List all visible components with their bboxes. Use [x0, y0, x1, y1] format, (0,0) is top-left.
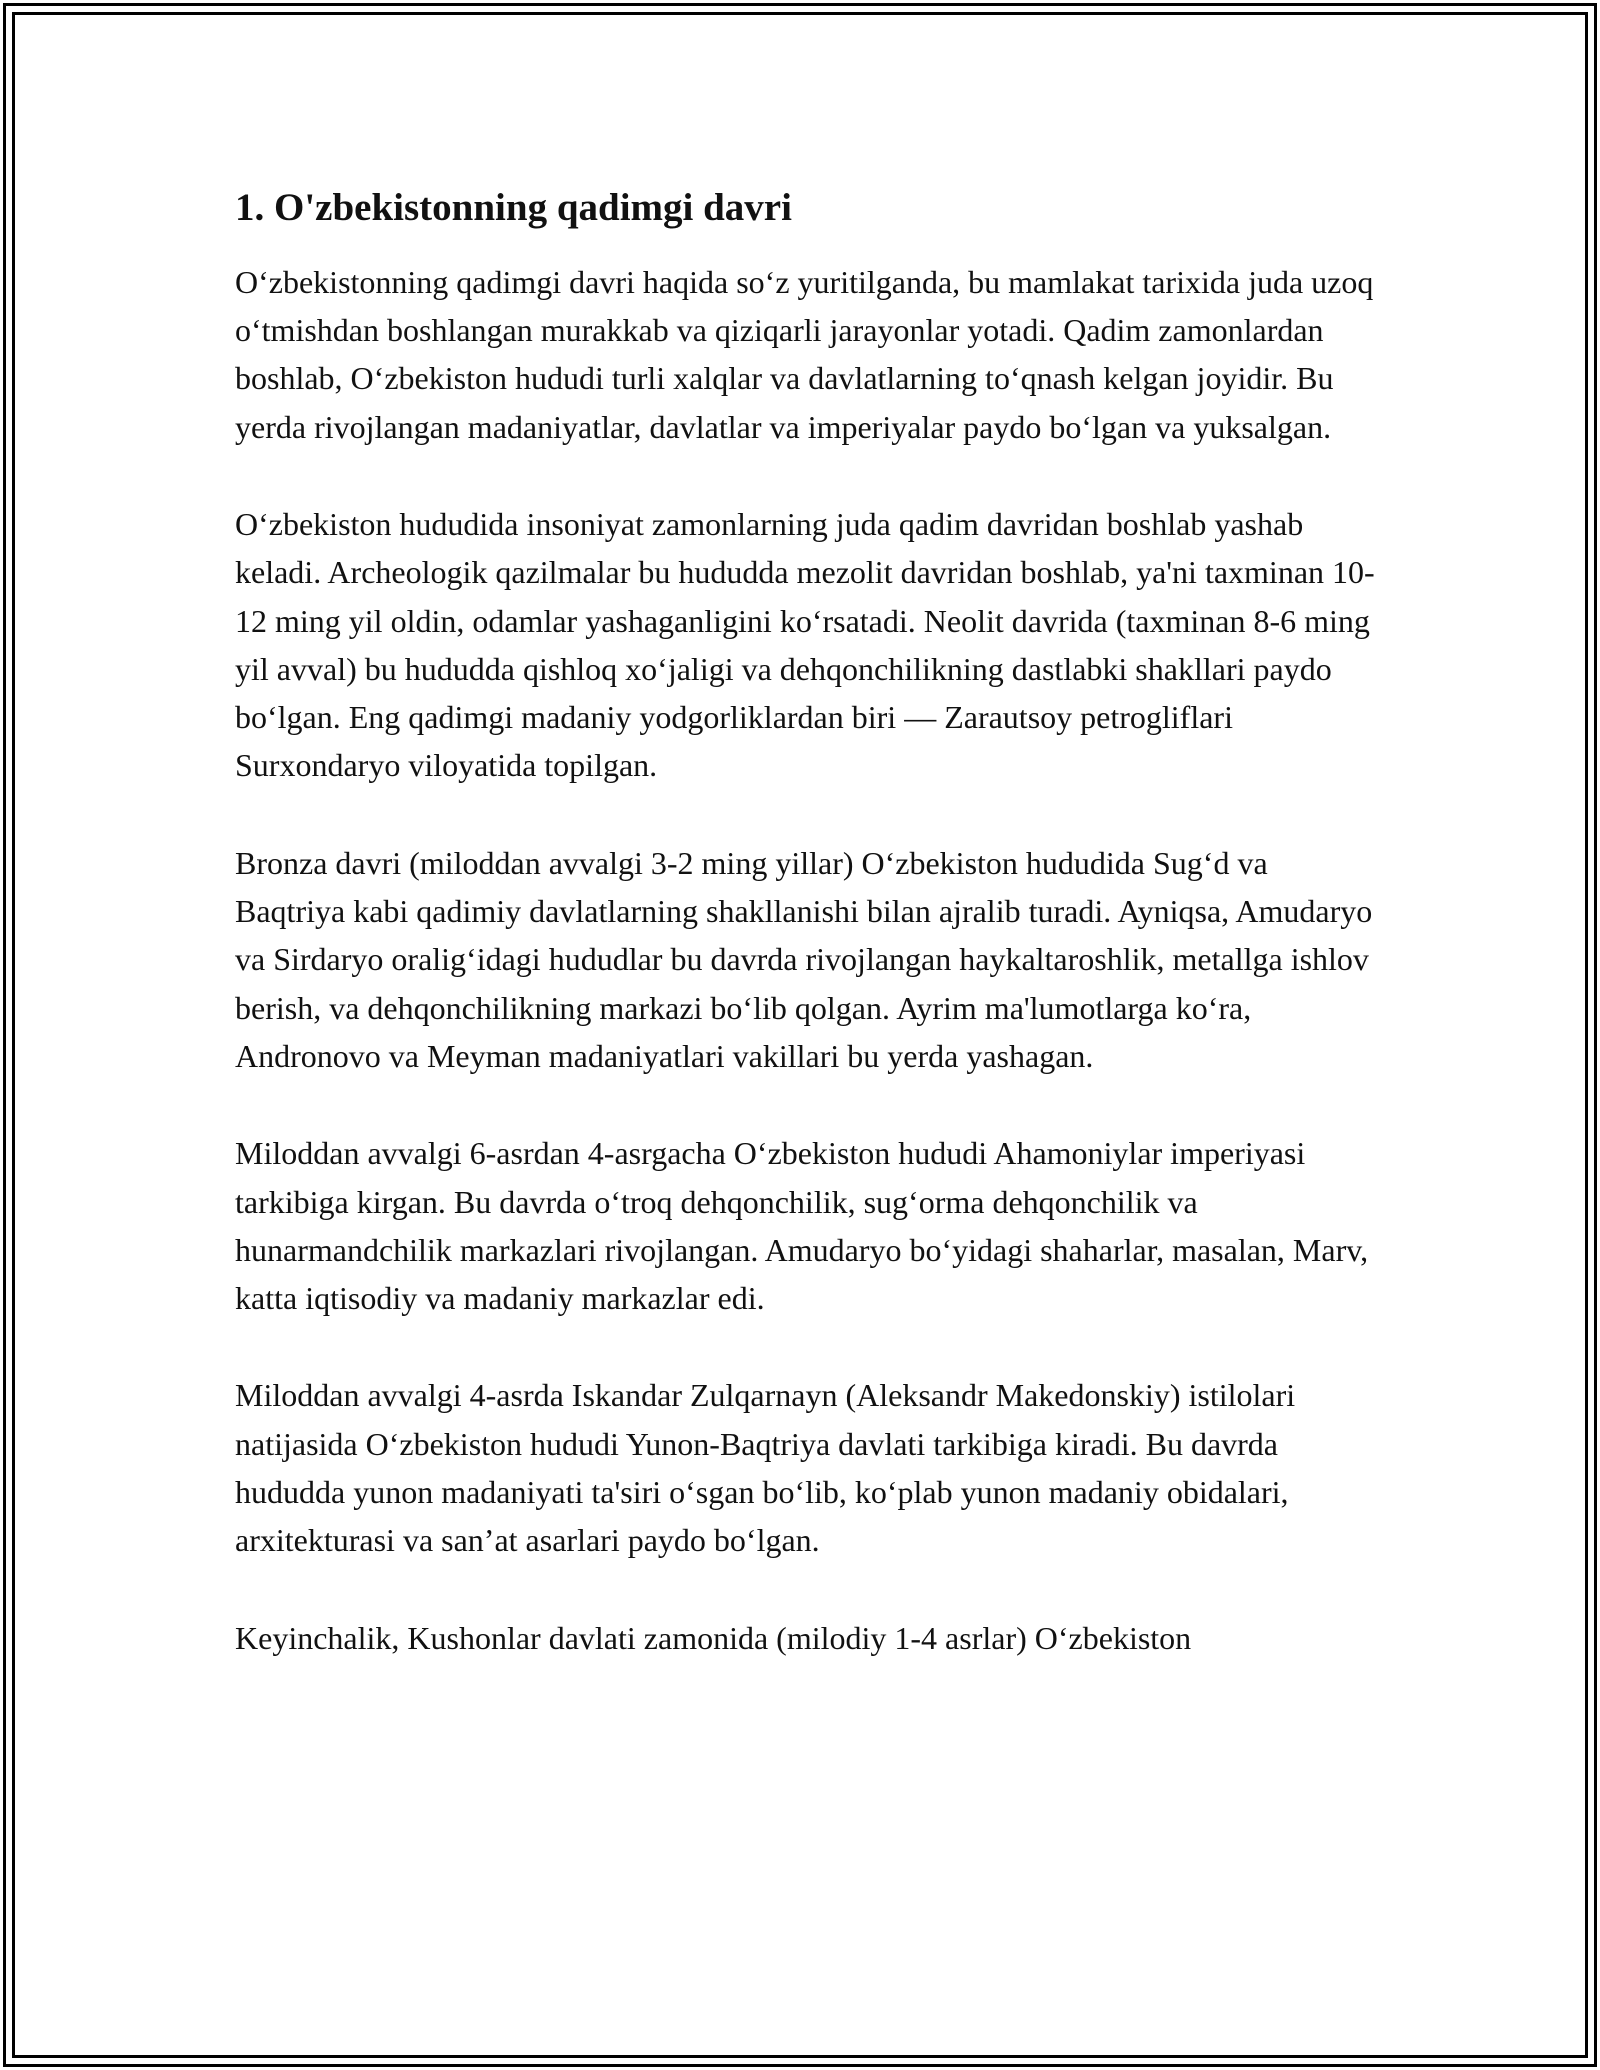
paragraph-ancient-overview: O‘zbekistonning qadimgi davri haqida so‘z yuritilganda, bu mamlakat tarixida juda uzoq o‘tmishdan boshlangan murakkab va qiziqarli jarayonlar yotadi. Qadim zamonlardan boshlab, O‘zbekiston hududi turli xalqlar va davlatlarning to‘qnash kelgan joyidir. Bu yerda rivojlangan madaniyatlar, davlatlar va imperiyalar paydo bo‘lgan va yuksalgan.	[235, 263, 1374, 445]
section-heading: 1. O'zbekistonning qadimgi davri	[235, 186, 792, 229]
paragraph-kushan-period: Keyinchalik, Kushonlar davlati zamonida (milodiy 1-4 asrlar) O‘zbekiston	[235, 1619, 1192, 1656]
paragraph-achaemenid-period: Miloddan avvalgi 6-asrdan 4-asrgacha O‘zbekiston hududi Ahamoniylar imperiyasi tarkibiga kirgan. Bu davrda o‘troq dehqonchilik, sug‘orma dehqonchilik va hunarmandchilik markazlari rivojlangan. Amudaryo bo‘yidagi shaharlar, masalan, Marv, katta iqtisodiy va madaniy markazlar edi.	[235, 1135, 1369, 1317]
paragraph-greco-bactrian-period: Miloddan avvalgi 4-asrda Iskandar Zulqarnayn (Aleksandr Makedonskiy) istilolari natijasida O‘zbekiston hududi Yunon-Baqtriya davlati tarkibiga kiradi. Bu davrda hududda yunon madaniyati ta'siri o‘sgan bo‘lib, ko‘plab yunon madaniy obidalari, arxitekturasi va san’at asarlari paydo bo‘lgan.	[235, 1377, 1296, 1559]
paragraph-prehistory: O‘zbekiston hududida insoniyat zamonlarning juda qadim davridan boshlab yashab keladi. Archeologik qazilmalar bu hududda mezolit davridan boshlab, ya'ni taxminan 10-12 ming yil oldin, odamlar yashaganligini ko‘rsatadi. Neolit davrida (taxminan 8-6 ming yil avval) bu hududda qishloq xo‘jaligi va dehqonchilikning dastlabki shakllari paydo bo‘lgan. Eng qadimgi madaniy yodgorliklardan biri — Zarautsoy petrogliflari Surxondaryo viloyatida topilgan.	[235, 505, 1375, 784]
paragraph-bronze-age: Bronza davri (miloddan avvalgi 3-2 ming yillar) O‘zbekiston hududida Sug‘d va Baqtriya kabi qadimiy davlatlarning shakllanishi bilan ajralib turadi. Ayniqsa, Amudaryo va Sirdaryo oralig‘idagi hududlar bu davrda rivojlangan haykaltaroshlik, metallga ishlov berish, va dehqonchilikning markazi bo‘lib qolgan. Ayrim ma'lumotlarga ko‘ra, Andronovo va Meyman madaniyatlari vakillari bu yerda yashagan.	[235, 844, 1373, 1074]
document-body	[235, 185, 1375, 1711]
